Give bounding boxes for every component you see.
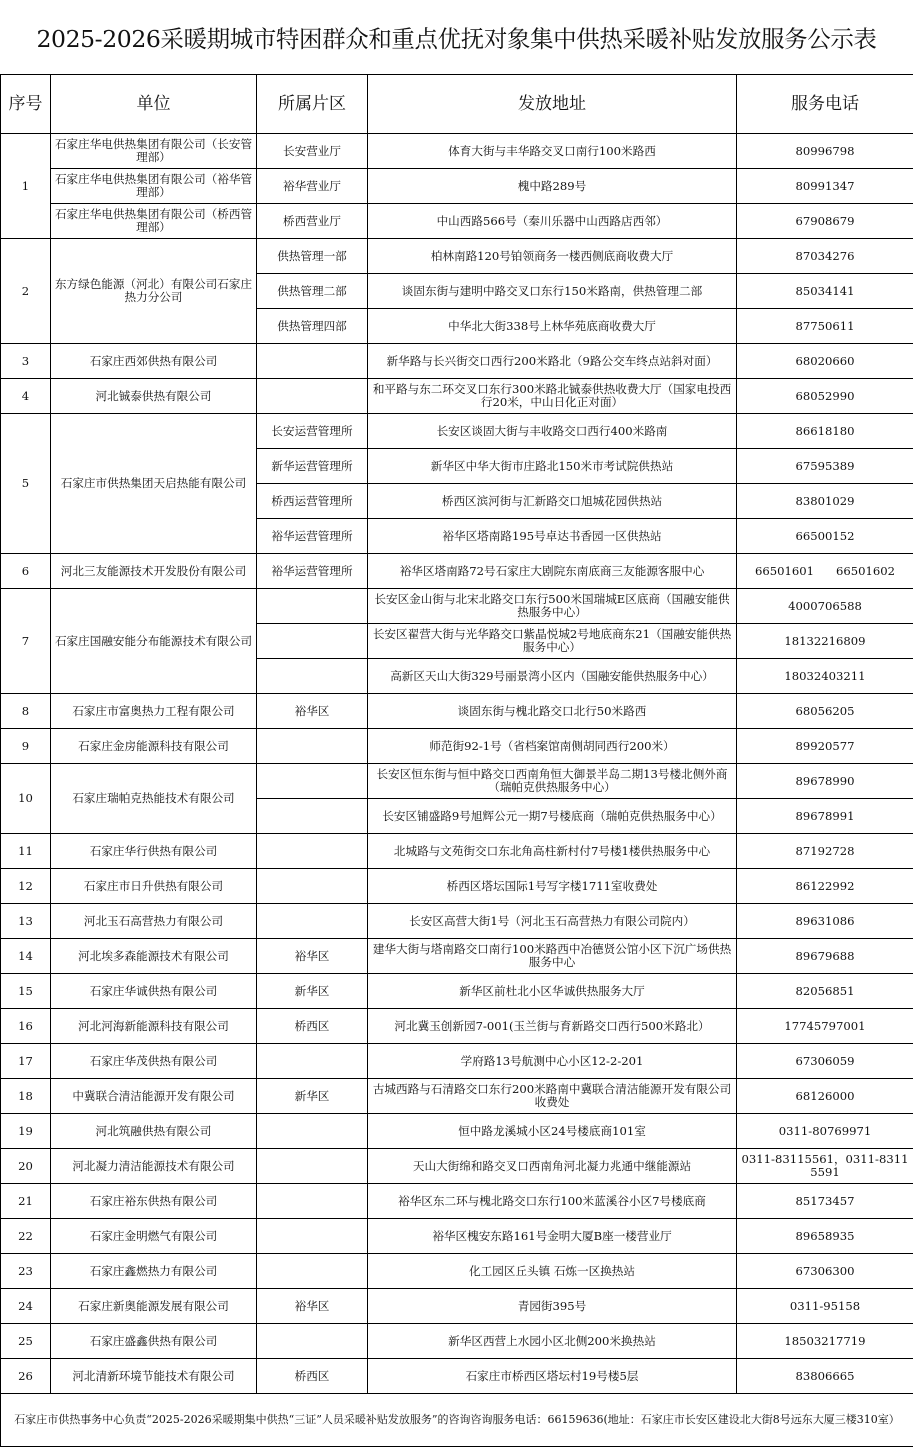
unit-name: 中冀联合清洁能源开发有限公司 <box>51 1079 257 1114</box>
table-row <box>1 344 913 379</box>
unit-name: 石家庄西郊供热有限公司 <box>51 344 257 379</box>
unit-name: 河北清新环境节能技术有限公司 <box>51 1359 257 1394</box>
service-area <box>257 904 368 939</box>
row-number: 1 <box>1 134 51 239</box>
service-phone <box>737 344 913 379</box>
phone-number: 18503217719 <box>784 1333 866 1348</box>
unit-name: 石家庄市富奥热力工程有限公司 <box>51 694 257 729</box>
unit-name: 石家庄华电供热集团有限公司（桥西管理部） <box>51 204 257 239</box>
service-area: 供热管理一部 <box>257 239 368 274</box>
phone-number: 80996798 <box>795 143 855 158</box>
service-area: 新华运营管理所 <box>257 449 368 484</box>
unit-name: 东方绿色能源（河北）有限公司石家庄热力分公司 <box>51 239 257 344</box>
distribution-address: 新华区西营上水园小区北侧200米换热站 <box>368 1324 737 1359</box>
service-area: 裕华区 <box>257 1289 368 1324</box>
row-number: 21 <box>1 1184 51 1219</box>
service-phone <box>737 309 913 344</box>
row-number: 15 <box>1 974 51 1009</box>
distribution-address: 中山西路566号（秦川乐器中山西路店西邻） <box>368 204 737 239</box>
table-row <box>1 834 913 869</box>
service-phone <box>737 1079 913 1114</box>
table-row <box>1 1079 913 1114</box>
unit-name: 河北凝力清洁能源技术有限公司 <box>51 1149 257 1184</box>
phone-number: 18132216809 <box>784 633 866 648</box>
service-area <box>257 834 368 869</box>
row-number: 17 <box>1 1044 51 1079</box>
distribution-address: 新华路与长兴街交口西行200米路北（9路公交车终点站斜对面） <box>368 344 737 379</box>
row-number: 11 <box>1 834 51 869</box>
distribution-address: 恒中路龙溪城小区24号楼底商101室 <box>368 1114 737 1149</box>
row-number: 26 <box>1 1359 51 1394</box>
unit-name: 石家庄市日升供热有限公司 <box>51 869 257 904</box>
distribution-address: 长安区翟营大街与光华路交口紫晶悦城2号地底商东21（国融安能供热服务中心） <box>368 624 737 659</box>
service-phone <box>737 1359 913 1394</box>
distribution-address: 长安区金山街与北宋北路交口东行500米国瑞城E区底商（国融安能供热服务中心） <box>368 589 737 624</box>
table-row <box>1 1184 913 1219</box>
distribution-address: 长安区铺盛路9号旭辉公元一期7号楼底商（瑞帕克供热服务中心） <box>368 799 737 834</box>
phone-number: 89920577 <box>795 738 855 753</box>
service-area <box>257 1254 368 1289</box>
table-row <box>1 1149 913 1184</box>
row-number: 8 <box>1 694 51 729</box>
unit-name: 河北铖泰供热有限公司 <box>51 379 257 414</box>
distribution-address: 和平路与东二环交叉口东行300米路北铖泰供热收费大厅（国家电投西行20米，中山日化正对面） <box>368 379 737 414</box>
distribution-address: 高新区天山大街329号丽景湾小区内（国融安能供热服务中心） <box>368 659 737 694</box>
service-area: 裕华运营管理所 <box>257 519 368 554</box>
phone-number: 68052990 <box>795 388 855 403</box>
unit-name: 石家庄华茂供热有限公司 <box>51 1044 257 1079</box>
distribution-address: 化工园区丘头镇 石炼一区换热站 <box>368 1254 737 1289</box>
service-area <box>257 869 368 904</box>
service-area <box>257 344 368 379</box>
distribution-address: 裕华区东二环与槐北路交口东行100米蓝溪谷小区7号楼底商 <box>368 1184 737 1219</box>
service-area <box>257 1044 368 1079</box>
phone-number: 80991347 <box>795 178 855 193</box>
unit-name: 石家庄华行供热有限公司 <box>51 834 257 869</box>
distribution-address: 石家庄市桥西区塔坛村19号楼5层 <box>368 1359 737 1394</box>
phone-number: 89631086 <box>795 913 855 928</box>
service-phone <box>737 694 913 729</box>
unit-name: 石家庄市供热集团天启热能有限公司 <box>51 414 257 554</box>
phone-number: 67595389 <box>795 458 855 473</box>
row-number: 3 <box>1 344 51 379</box>
table-row <box>1 379 913 414</box>
service-phone <box>737 274 913 309</box>
distribution-address: 中华北大街338号上林华苑底商收费大厅 <box>368 309 737 344</box>
phone-number: 89678990 <box>795 773 855 788</box>
phone-number: 67306059 <box>795 1053 855 1068</box>
distribution-address: 裕华区槐安东路161号金明大厦B座一楼营业厅 <box>368 1219 737 1254</box>
row-number: 7 <box>1 589 51 694</box>
distribution-address: 柏林南路120号铂领商务一楼西侧底商收费大厅 <box>368 239 737 274</box>
distribution-address: 桥西区滨河街与汇新路交口旭城花园供热站 <box>368 484 737 519</box>
table-row <box>1 1114 913 1149</box>
phone-number: 82056851 <box>795 983 855 998</box>
table-body <box>1 134 913 1394</box>
distribution-address: 体育大街与丰华路交叉口南行100米路西 <box>368 134 737 169</box>
distribution-address: 桥西区塔坛国际1号写字楼1711室收费处 <box>368 869 737 904</box>
distribution-address: 新华区中华大街市庄路北150米市考试院供热站 <box>368 449 737 484</box>
service-phone <box>737 414 913 449</box>
unit-name: 石家庄金房能源科技有限公司 <box>51 729 257 764</box>
service-phone <box>737 449 913 484</box>
unit-name: 石家庄新奥能源发展有限公司 <box>51 1289 257 1324</box>
phone-number: 87192728 <box>795 843 855 858</box>
service-area: 桥西区 <box>257 1359 368 1394</box>
header-phone: 服务电话 <box>737 75 913 134</box>
header-no: 序号 <box>1 75 51 134</box>
service-phone <box>737 1149 913 1184</box>
phone-number: 86122992 <box>795 878 855 893</box>
row-number: 4 <box>1 379 51 414</box>
distribution-address: 长安区恒东街与恒中路交口西南角恒大御景半岛二期13号楼北侧外商（瑞帕克供热服务中心） <box>368 764 737 799</box>
service-area: 长安营业厅 <box>257 134 368 169</box>
service-phone <box>737 379 913 414</box>
header-unit: 单位 <box>51 75 257 134</box>
distribution-address: 古城西路与石清路交口东行200米路南中冀联合清洁能源开发有限公司收费处 <box>368 1079 737 1114</box>
phone-number: 68056205 <box>795 703 855 718</box>
distribution-address: 建华大街与塔南路交口南行100米路西中冶德贤公馆小区下沉广场供热服务中心 <box>368 939 737 974</box>
service-phone <box>737 1219 913 1254</box>
service-phone <box>737 939 913 974</box>
distribution-address: 长安区谈固大街与丰收路交口西行400米路南 <box>368 414 737 449</box>
service-area <box>257 589 368 624</box>
row-number: 10 <box>1 764 51 834</box>
table-row <box>1 414 913 449</box>
distribution-address: 北城路与文苑街交口东北角高柱新村付7号楼1楼供热服务中心 <box>368 834 737 869</box>
unit-name: 河北筑融供热有限公司 <box>51 1114 257 1149</box>
unit-name: 石家庄华电供热集团有限公司（裕华管理部） <box>51 169 257 204</box>
table-row <box>1 1289 913 1324</box>
distribution-address: 长安区高营大街1号（河北玉石高营热力有限公司院内） <box>368 904 737 939</box>
row-number: 19 <box>1 1114 51 1149</box>
service-phone <box>737 519 913 554</box>
service-phone <box>737 1044 913 1079</box>
phone-number: 18032403211 <box>784 668 866 683</box>
row-number: 24 <box>1 1289 51 1324</box>
service-area: 裕华运营管理所 <box>257 554 368 589</box>
phone-number: 89679688 <box>795 948 855 963</box>
unit-name: 石家庄鑫燃热力有限公司 <box>51 1254 257 1289</box>
distribution-address: 师范街92-1号（省档案馆南侧胡同西行200米） <box>368 729 737 764</box>
service-phone <box>737 169 913 204</box>
service-area <box>257 1219 368 1254</box>
service-area <box>257 1149 368 1184</box>
table-row <box>1 974 913 1009</box>
service-area: 桥西运营管理所 <box>257 484 368 519</box>
table-row <box>1 1324 913 1359</box>
phone-number: 0311-83115561，0311-83115591 <box>741 1152 909 1179</box>
distribution-address: 天山大街绵和路交叉口西南角河北凝力兆通中继能源站 <box>368 1149 737 1184</box>
service-phone <box>737 729 913 764</box>
row-number: 23 <box>1 1254 51 1289</box>
unit-name: 河北三友能源技术开发股份有限公司 <box>51 554 257 589</box>
service-area <box>257 729 368 764</box>
table-row <box>1 939 913 974</box>
distribution-address: 谈固东街与槐北路交口北行50米路西 <box>368 694 737 729</box>
row-number: 9 <box>1 729 51 764</box>
subsidy-table <box>0 74 913 1447</box>
service-area: 新华区 <box>257 1079 368 1114</box>
table-row <box>1 729 913 764</box>
service-phone <box>737 204 913 239</box>
service-area: 长安运营管理所 <box>257 414 368 449</box>
unit-name: 河北玉石高营热力有限公司 <box>51 904 257 939</box>
table-row <box>1 904 913 939</box>
row-number: 20 <box>1 1149 51 1184</box>
header-address: 发放地址 <box>368 75 737 134</box>
row-number: 14 <box>1 939 51 974</box>
service-area: 桥西区 <box>257 1009 368 1044</box>
service-phone <box>737 239 913 274</box>
phone-number: 66501601 <box>754 563 814 578</box>
table-row <box>1 589 913 624</box>
unit-name: 石家庄瑞帕克热能技术有限公司 <box>51 764 257 834</box>
service-phone <box>737 554 913 589</box>
unit-name: 石家庄华电供热集团有限公司（长安管理部） <box>51 134 257 169</box>
table-row <box>1 1254 913 1289</box>
service-area <box>257 1184 368 1219</box>
distribution-address: 槐中路289号 <box>368 169 737 204</box>
phone-number: 87034276 <box>795 248 855 263</box>
service-area: 桥西营业厅 <box>257 204 368 239</box>
phone-number: 0311-95158 <box>789 1298 861 1313</box>
service-phone <box>737 134 913 169</box>
unit-name: 石家庄裕东供热有限公司 <box>51 1184 257 1219</box>
table-row <box>1 1044 913 1079</box>
distribution-address: 谈固东街与建明中路交叉口东行150米路南，供热管理二部 <box>368 274 737 309</box>
service-area: 供热管理二部 <box>257 274 368 309</box>
phone-number: 4000706588 <box>788 598 862 613</box>
service-phone <box>737 1254 913 1289</box>
table-row <box>1 554 913 589</box>
phone-number: 86618180 <box>795 423 855 438</box>
distribution-address: 裕华区塔南路72号石家庄大剧院东南底商三友能源客服中心 <box>368 554 737 589</box>
table-header-row <box>1 75 913 134</box>
service-phone <box>737 869 913 904</box>
phone-number: 68020660 <box>795 353 855 368</box>
service-area: 裕华营业厅 <box>257 169 368 204</box>
unit-name: 河北河海新能源科技有限公司 <box>51 1009 257 1044</box>
distribution-address: 河北冀玉创新园7-001(玉兰街与育新路交口西行500米路北） <box>368 1009 737 1044</box>
service-area <box>257 379 368 414</box>
table-row <box>1 869 913 904</box>
row-number: 12 <box>1 869 51 904</box>
table-row <box>1 764 913 799</box>
row-number: 22 <box>1 1219 51 1254</box>
phone-number: 0311-80769971 <box>778 1123 872 1138</box>
table-row <box>1 694 913 729</box>
service-phone <box>737 974 913 1009</box>
service-area <box>257 799 368 834</box>
row-number: 2 <box>1 239 51 344</box>
header-area: 所属片区 <box>257 75 368 134</box>
note-row <box>1 1394 913 1447</box>
service-phone <box>737 1009 913 1044</box>
unit-name: 石家庄金明燃气有限公司 <box>51 1219 257 1254</box>
service-area: 新华区 <box>257 974 368 1009</box>
phone-number: 66501602 <box>836 563 896 578</box>
phone-number: 83801029 <box>795 493 855 508</box>
phone-number: 17745797001 <box>784 1018 866 1033</box>
service-phone <box>737 1324 913 1359</box>
unit-name: 石家庄华诚供热有限公司 <box>51 974 257 1009</box>
distribution-address: 新华区前杜北小区华诚供热服务大厅 <box>368 974 737 1009</box>
page-title: 2025-2026采暖期城市特困群众和重点优抚对象集中供热采暖补贴发放服务公示表 <box>36 25 877 53</box>
row-number: 16 <box>1 1009 51 1044</box>
table-row <box>1 204 913 239</box>
service-phone <box>737 659 913 694</box>
service-area <box>257 764 368 799</box>
table-row <box>1 134 913 169</box>
table-row <box>1 1219 913 1254</box>
service-area: 裕华区 <box>257 939 368 974</box>
row-number: 25 <box>1 1324 51 1359</box>
phone-number: 67306300 <box>795 1263 855 1278</box>
service-phone <box>737 589 913 624</box>
service-phone <box>737 624 913 659</box>
phone-number: 87750611 <box>795 318 855 333</box>
table-row <box>1 1359 913 1394</box>
service-phone <box>737 799 913 834</box>
service-area: 供热管理四部 <box>257 309 368 344</box>
phone-number: 89658935 <box>795 1228 855 1243</box>
table-row <box>1 1009 913 1044</box>
unit-name: 河北埃多森能源技术有限公司 <box>51 939 257 974</box>
service-phone <box>737 904 913 939</box>
phone-number: 85034141 <box>795 283 855 298</box>
service-phone <box>737 484 913 519</box>
service-phone <box>737 1289 913 1324</box>
phone-number: 67908679 <box>795 213 855 228</box>
phone-number: 68126000 <box>795 1088 855 1103</box>
service-phone <box>737 1114 913 1149</box>
distribution-address: 学府路13号航测中心小区12-2-201 <box>368 1044 737 1079</box>
table-row <box>1 239 913 274</box>
service-area: 裕华区 <box>257 694 368 729</box>
service-phone <box>737 1184 913 1219</box>
service-phone <box>737 764 913 799</box>
table-row <box>1 169 913 204</box>
distribution-address: 青园街395号 <box>368 1289 737 1324</box>
unit-name: 石家庄盛鑫供热有限公司 <box>51 1324 257 1359</box>
row-number: 18 <box>1 1079 51 1114</box>
phone-number: 66500152 <box>795 528 855 543</box>
service-phone <box>737 834 913 869</box>
service-area <box>257 1324 368 1359</box>
phone-number: 89678991 <box>795 808 855 823</box>
row-number: 13 <box>1 904 51 939</box>
phone-number: 83806665 <box>795 1368 855 1383</box>
service-area <box>257 659 368 694</box>
distribution-address: 裕华区塔南路195号卓达书香园一区供热站 <box>368 519 737 554</box>
row-number: 6 <box>1 554 51 589</box>
unit-name: 石家庄国融安能分布能源技术有限公司 <box>51 589 257 694</box>
footer-note: 石家庄市供热事务中心负责“2025-2026采暖期集中供热“三证”人员采暖补贴发放服务”的咨询咨询服务电话：66159636(地址：石家庄市长安区建设北大街8号远东大厦三楼310室） <box>1 1394 913 1447</box>
service-area <box>257 1114 368 1149</box>
row-number: 5 <box>1 414 51 554</box>
service-area <box>257 624 368 659</box>
phone-number: 85173457 <box>795 1193 855 1208</box>
